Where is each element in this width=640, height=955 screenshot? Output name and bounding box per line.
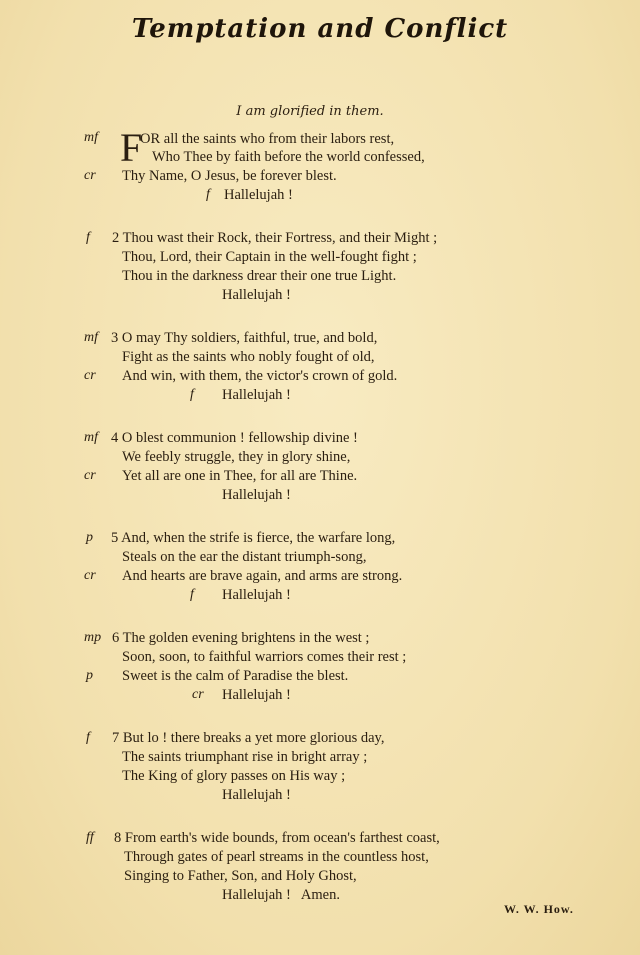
verse-line: We feebly struggle, they in glory shine, (122, 449, 351, 465)
dynamic-marking: f (190, 587, 194, 602)
verse-line: OR all the saints who from their labors rest, (140, 131, 395, 147)
dynamic-marking: cr (84, 568, 96, 583)
verse-line: 3 O may Thy soldiers, faithful, true, and bold, (111, 330, 378, 346)
dynamic-marking: cr (192, 687, 204, 702)
verse-line: Hallelujah ! (222, 687, 291, 703)
dynamic-marking: f (190, 387, 194, 402)
dynamic-marking: mp (84, 630, 102, 645)
verse-line: Hallelujah ! (222, 587, 291, 603)
verse-line: Who Thee by faith before the world confessed, (152, 149, 425, 165)
dynamic-marking: p (86, 668, 93, 683)
dynamic-marking: mf (84, 330, 98, 345)
verse-line: Thou in the darkness drear their one true Light. (122, 268, 397, 284)
verse-line: Hallelujah ! Amen. (222, 887, 340, 903)
verse-line: Steals on the ear the distant triumph-song, (122, 549, 367, 565)
verse-line: Hallelujah ! (222, 487, 291, 503)
subtitle: I am glorified in them. (236, 104, 384, 119)
drop-cap: F (120, 125, 143, 170)
author-credit: W. W. How. (504, 902, 574, 916)
verse-line: Soon, soon, to faithful warriors comes their rest ; (122, 649, 407, 665)
verse-line: Hallelujah ! (222, 387, 291, 403)
dynamic-marking: mf (84, 430, 98, 445)
verse-line: 5 And, when the strife is fierce, the warfare long, (111, 530, 396, 546)
page-title: Temptation and Conflict (131, 14, 509, 44)
dynamic-marking: cr (84, 168, 96, 183)
verse-line: 7 But lo ! there breaks a yet more glorious day, (112, 730, 385, 746)
verse-line: Sweet is the calm of Paradise the blest. (122, 668, 349, 684)
verse-line: And win, with them, the victor's crown of gold. (122, 368, 398, 384)
dynamic-marking: p (86, 530, 93, 545)
verse-line: The King of glory passes on His way ; (122, 768, 346, 784)
dynamic-marking: f (86, 730, 90, 745)
verse-line: 2 Thou wast their Rock, their Fortress, and their Might ; (112, 230, 438, 246)
verse-line: Hallelujah ! (222, 787, 291, 803)
verse-line: Hallelujah ! (224, 187, 293, 203)
verse-line: Thy Name, O Jesus, be forever blest. (122, 168, 337, 184)
verse-line: 6 The golden evening brightens in the west ; (112, 630, 370, 646)
dynamic-marking: ff (86, 830, 94, 845)
verse-line: Yet all are one in Thee, for all are Thine. (122, 468, 358, 484)
verse-line: 4 O blest communion ! fellowship divine ! (111, 430, 358, 446)
dynamic-marking: cr (84, 368, 96, 383)
verse-line: Through gates of pearl streams in the countless host, (124, 849, 429, 865)
dynamic-marking: f (86, 230, 90, 245)
verse-line: Hallelujah ! (222, 287, 291, 303)
dynamic-marking: cr (84, 468, 96, 483)
verse-line: Thou, Lord, their Captain in the well-fought fight ; (122, 249, 417, 265)
verse-line: 8 From earth's wide bounds, from ocean's farthest coast, (114, 830, 440, 846)
dynamic-marking: mf (84, 130, 98, 145)
verse-line: And hearts are brave again, and arms are strong. (122, 568, 403, 584)
verse-line: Singing to Father, Son, and Holy Ghost, (124, 868, 357, 884)
dynamic-marking: f (206, 187, 210, 202)
verse-line: Fight as the saints who nobly fought of old, (122, 349, 375, 365)
verse-line: The saints triumphant rise in bright array ; (122, 749, 368, 765)
